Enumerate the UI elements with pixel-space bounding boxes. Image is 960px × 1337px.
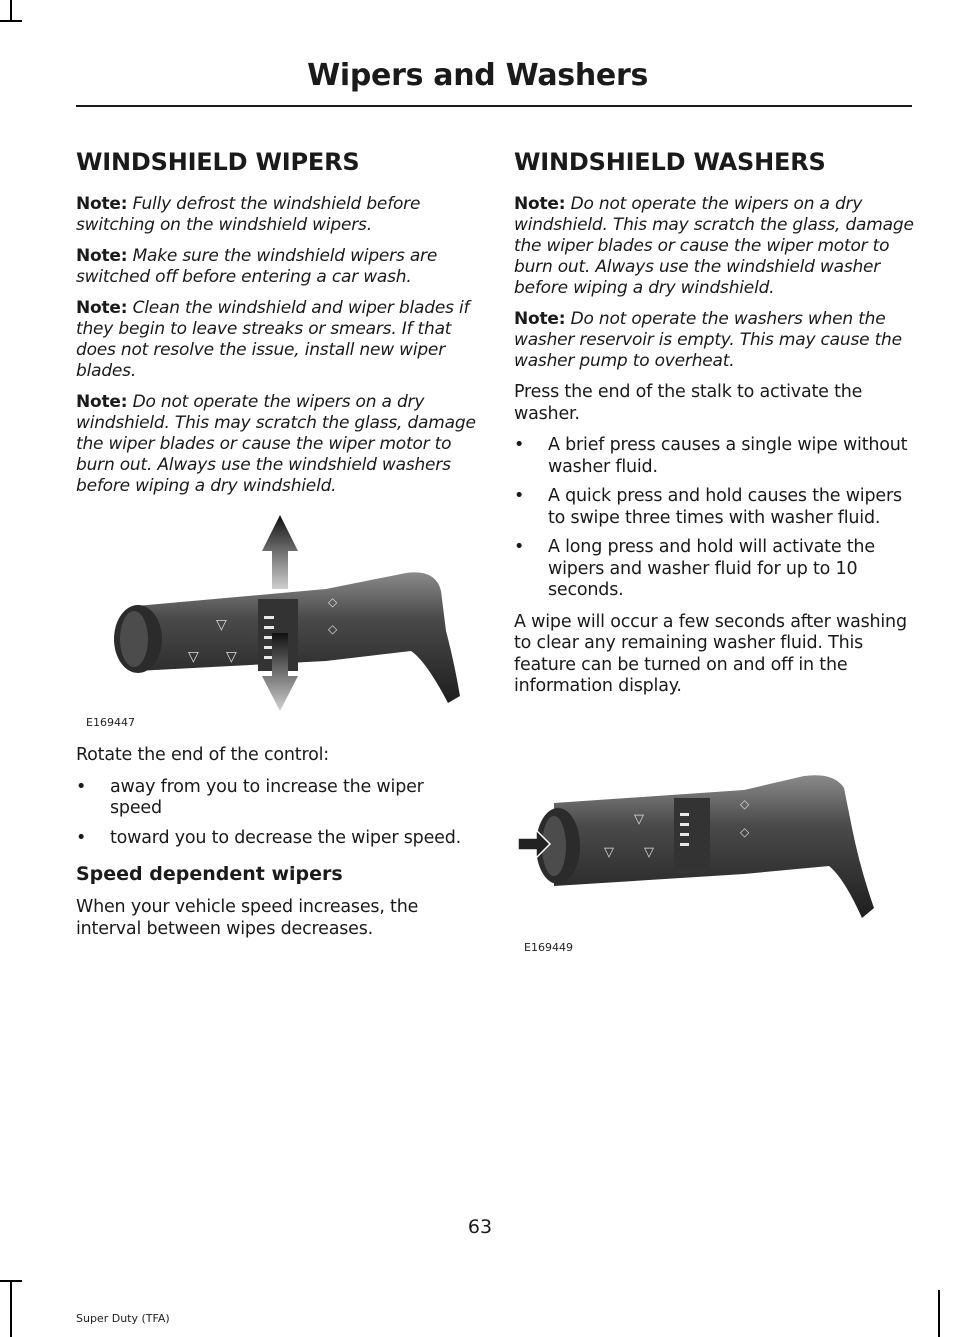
rotate-intro: Rotate the end of the control: — [76, 745, 329, 765]
crop-mark — [0, 1280, 22, 1282]
crop-mark — [10, 0, 12, 22]
svg-text:◇: ◇ — [328, 595, 338, 609]
note: Note: Do not operate the wipers on a dry windshield. This may scratch the glass, damage the wiper blades or cause the wiper motor to burn out. Always use the windshield washers before wiping a dry windshield. — [76, 392, 476, 496]
header-rule — [76, 105, 912, 107]
svg-text:◇: ◇ — [740, 824, 750, 839]
crop-mark — [938, 1290, 940, 1337]
left-column — [76, 148, 476, 950]
page-number: 63 — [467, 1216, 493, 1238]
note: Note: Clean the windshield and wiper blades if they begin to leave streaks or smears. If that does not resolve the issue, install new wiper blades. — [76, 298, 470, 381]
note: Note: Fully defrost the windshield before switching on the windshield wipers. — [76, 194, 421, 235]
list-item: • away from you to increase the wiper speed — [76, 777, 476, 820]
svg-text:◇: ◇ — [328, 622, 338, 636]
list-item: • A quick press and hold causes the wipers to swipe three times with washer fluid. — [514, 486, 914, 529]
note: Note: Make sure the windshield wipers are switched off before entering a car wash. — [76, 246, 438, 287]
right-column — [514, 148, 914, 982]
note: Note: Do not operate the washers when the washer reservoir is empty. This may cause the washer pump to overheat. — [514, 309, 902, 371]
wipe-text: A wipe will occur a few seconds after washing to clear any remaining washer fluid. This feature can be turned on and off in the information display. — [514, 611, 907, 696]
wiper-stalk-image — [514, 768, 914, 968]
section-heading-washers: WINDSHIELD WASHERS — [514, 148, 826, 176]
figure-code: E169447 — [86, 716, 135, 729]
list-item: • A brief press causes a single wipe without washer fluid. — [514, 435, 914, 478]
wiper-stalk-image — [76, 511, 476, 731]
section-heading-wipers: WINDSHIELD WIPERS — [76, 148, 360, 176]
crop-mark — [0, 20, 22, 22]
page-header-title: Wipers and Washers — [307, 58, 648, 93]
press-intro: Press the end of the stalk to activate the washer. — [514, 382, 863, 424]
note: Note: Do not operate the wipers on a dry windshield. This may scratch the glass, damage the wiper blades or cause the wiper motor to burn out. Always use the windshield washer before wiping a dry windshield. — [514, 194, 914, 298]
wiper-stalk-rotate-illustration — [76, 511, 476, 731]
svg-text:▽: ▽ — [226, 649, 237, 665]
list-item: • toward you to decrease the wiper speed. — [76, 828, 476, 850]
footer-model: Super Duty (TFA) — [76, 1312, 170, 1325]
speed-text: When your vehicle speed increases, the interval between wipes decreases. — [76, 897, 419, 939]
svg-text:▽: ▽ — [634, 811, 644, 827]
figure-code: E169449 — [524, 940, 573, 954]
svg-text:▽: ▽ — [644, 844, 654, 860]
wiper-stalk-press-illustration — [514, 768, 914, 968]
svg-text:▽: ▽ — [216, 617, 227, 633]
svg-text:▽: ▽ — [604, 844, 614, 860]
svg-text:▽: ▽ — [188, 649, 199, 665]
press-list — [514, 435, 914, 602]
subheading-speed-dependent: Speed dependent wipers — [76, 863, 343, 885]
list-item: • A long press and hold will activate the wipers and washer fluid for up to 10 seconds. — [514, 537, 914, 602]
crop-mark — [10, 1280, 12, 1337]
rotate-list — [76, 777, 476, 850]
svg-text:◇: ◇ — [740, 796, 750, 811]
